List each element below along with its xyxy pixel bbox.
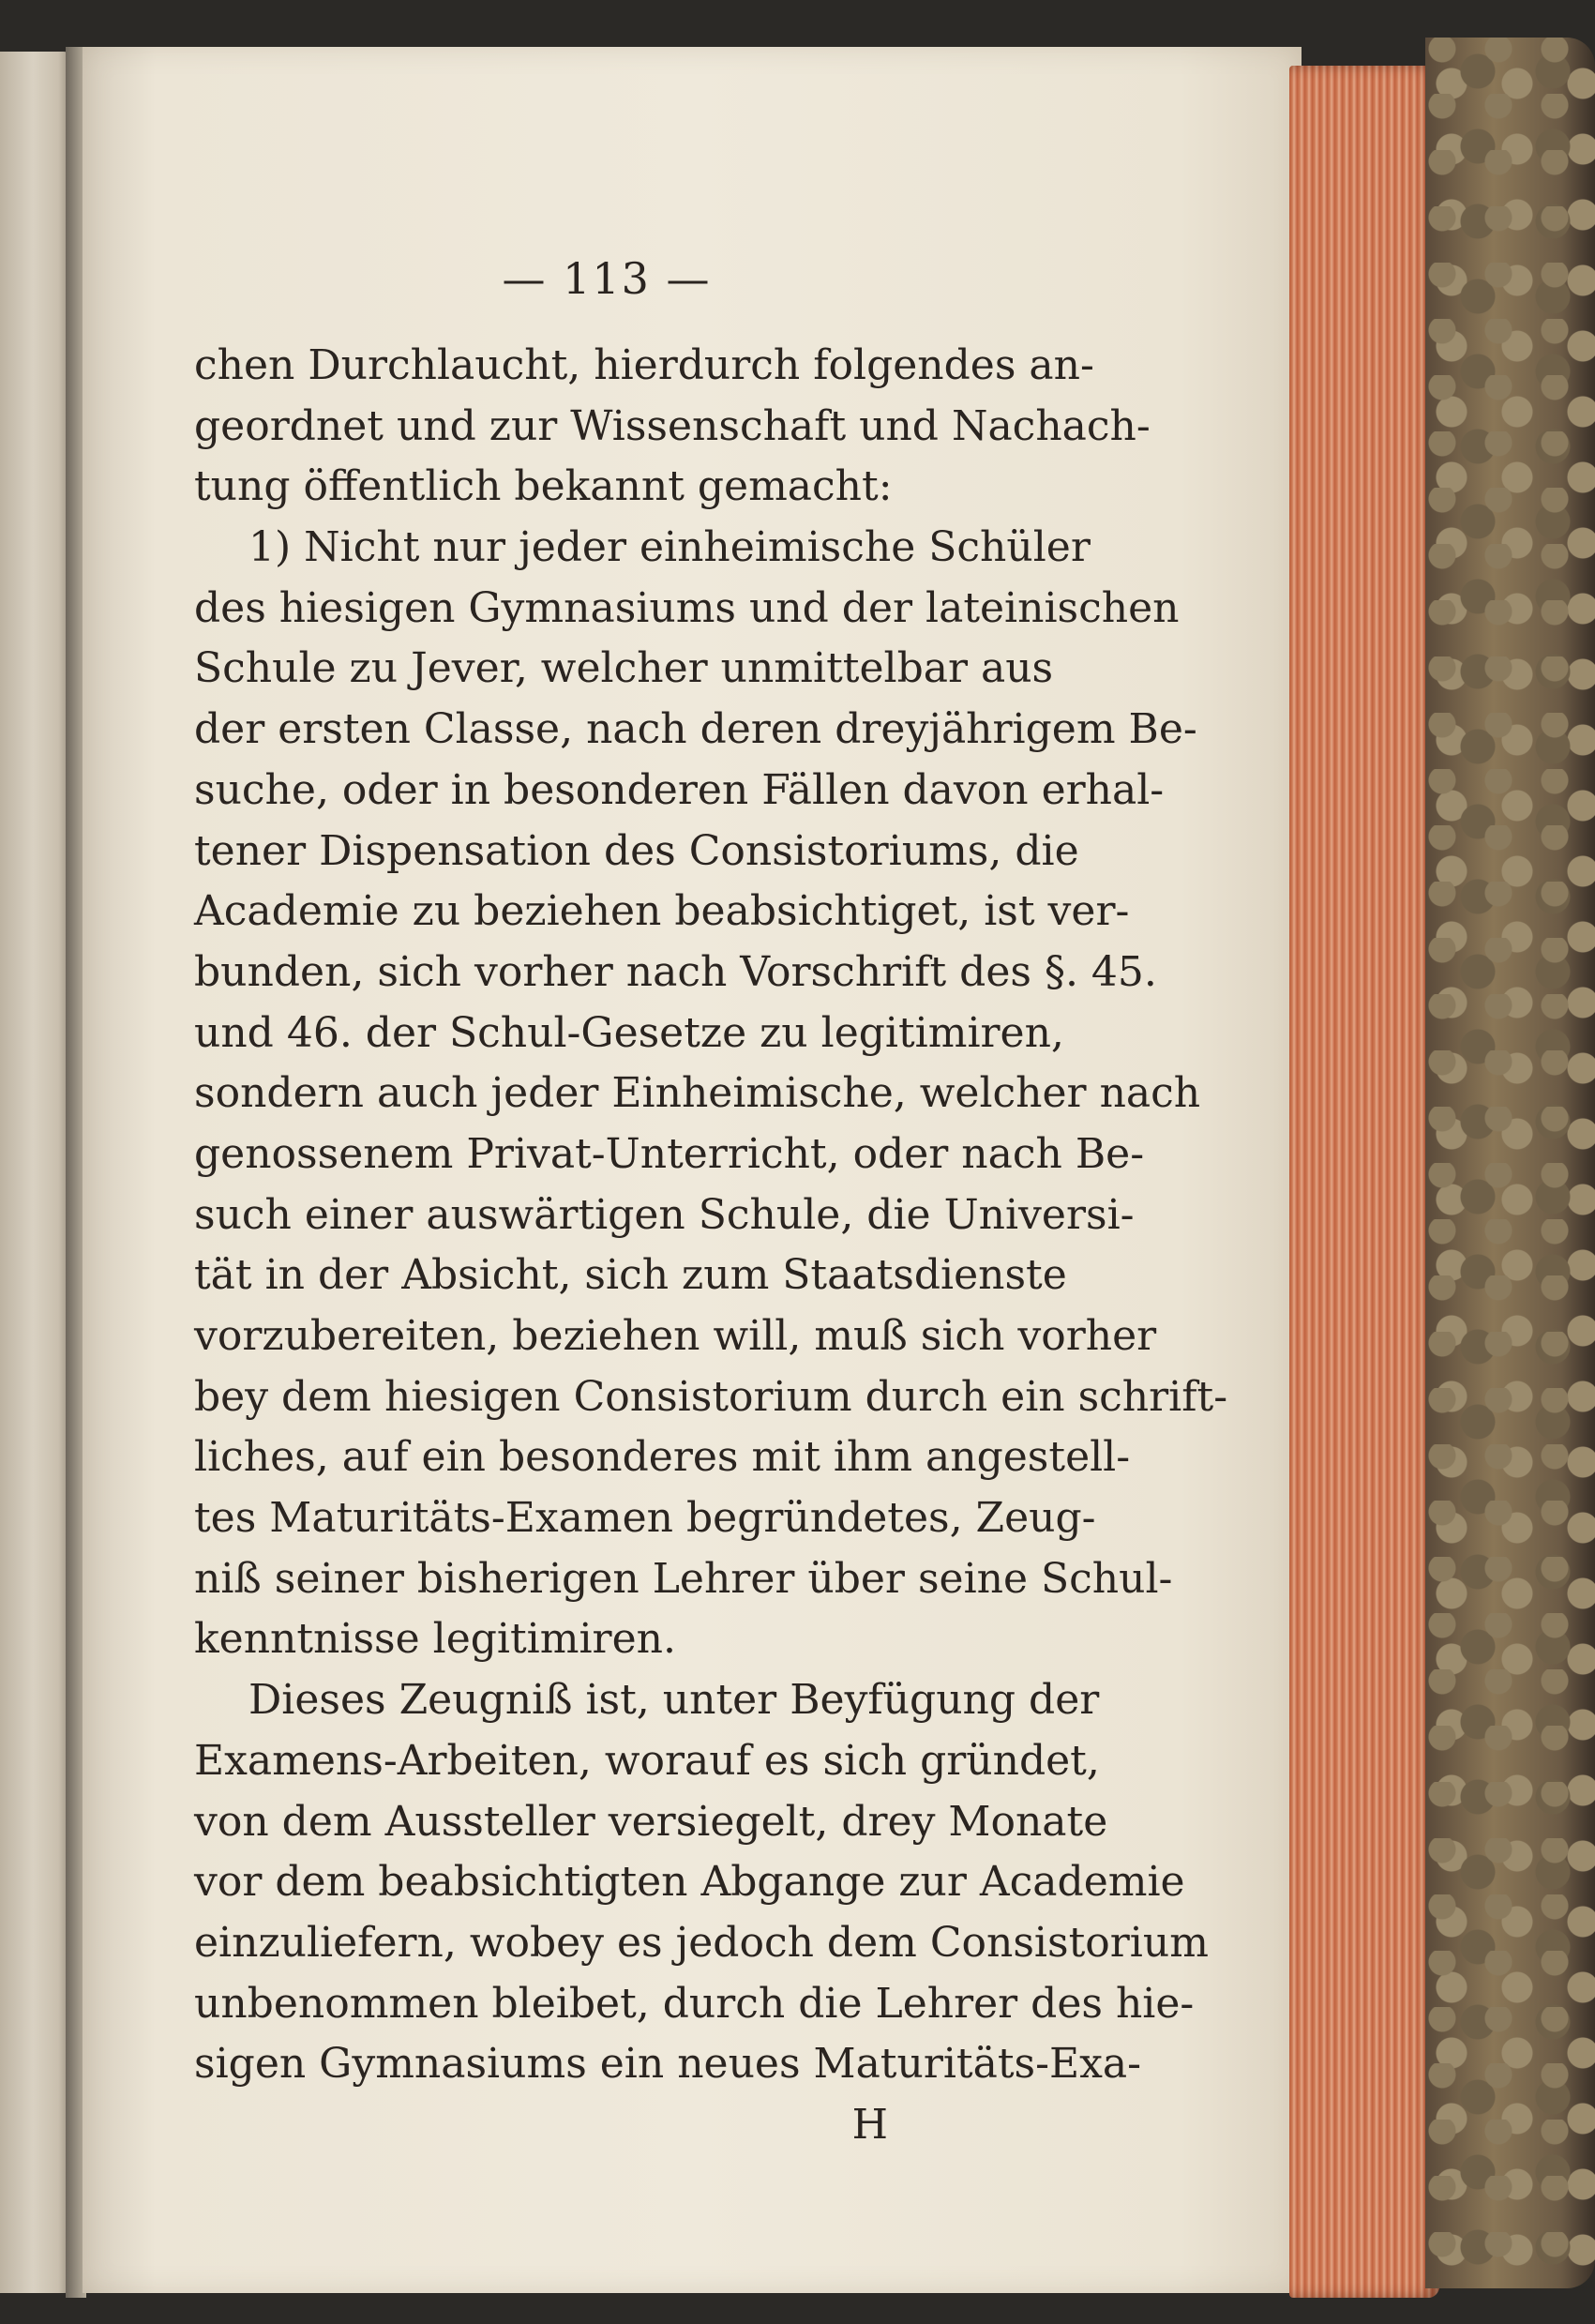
signature-mark: H (851, 2100, 888, 2149)
text-line: vor dem beabsichtigten Abgange zur Academie (194, 1858, 1185, 1907)
text-line: Dieses Zeugniß ist, unter Beyfügung der (248, 1676, 1100, 1725)
text-line: geordnet und zur Wissenschaft und Nachach- (194, 401, 1151, 450)
text-line: sondern auch jeder Einheimische, welcher nach (194, 1069, 1201, 1118)
text-line: tät in der Absicht, sich zum Staatsdienste (194, 1251, 1067, 1300)
page-block-red-edge (1289, 66, 1439, 2298)
text-line: der ersten Classe, nach deren dreyjährigem Be- (194, 705, 1197, 754)
text-line: vorzubereiten, beziehen will, muß sich vorher (194, 1312, 1157, 1360)
text-line: genossenem Privat-Unterricht, oder nach Be- (194, 1129, 1145, 1178)
text-line: tener Dispensation des Consistoriums, die (194, 826, 1079, 875)
text-line: Academie zu beziehen beabsichtiget, ist ver- (194, 887, 1130, 936)
text-line: von dem Aussteller versiegelt, drey Monate (194, 1797, 1108, 1846)
page-text (194, 253, 1228, 2149)
text-line: tes Maturitäts-Examen begründetes, Zeug- (194, 1494, 1096, 1543)
marbled-cover (1425, 38, 1595, 2288)
text-line: suche, oder in besonderen Fällen davon erhal- (194, 765, 1165, 814)
text-lines (194, 336, 1228, 2095)
text-line: unbenommen bleibet, durch die Lehrer des hie- (194, 1979, 1195, 2028)
text-line: 1) Nicht nur jeder einheimische Schüler (248, 523, 1091, 572)
text-line: sigen Gymnasiums ein neues Maturitäts-Exa- (194, 2040, 1142, 2089)
text-line: niß seiner bisherigen Lehrer über seine Schul- (194, 1554, 1173, 1603)
text-line: tung öffentlich bekannt gemacht: (194, 462, 893, 511)
page-number: — 113 — (502, 253, 712, 304)
text-line: bey dem hiesigen Consistorium durch ein schrift- (194, 1372, 1228, 1421)
text-line: Schule zu Jever, welcher unmittelbar aus (194, 644, 1054, 693)
text-line: bunden, sich vorher nach Vorschrift des §. 45. (194, 947, 1157, 996)
text-line: einzuliefern, wobey es jedoch dem Consistorium (194, 1918, 1209, 1967)
text-line: des hiesigen Gymnasiums und der lateinischen (194, 583, 1180, 632)
text-line: und 46. der Schul-Gesetze zu legitimiren, (194, 1008, 1064, 1057)
text-line: liches, auf ein besonderes mit ihm angestell- (194, 1433, 1131, 1482)
text-line: chen Durchlaucht, hierdurch folgendes an- (194, 341, 1094, 389)
facing-page-edge (0, 52, 73, 2293)
text-line: such einer auswärtigen Schule, die Universi- (194, 1190, 1135, 1239)
text-line: Examens-Arbeiten, worauf es sich gründet, (194, 1736, 1100, 1785)
text-line: kenntnisse legitimiren. (194, 1615, 676, 1664)
